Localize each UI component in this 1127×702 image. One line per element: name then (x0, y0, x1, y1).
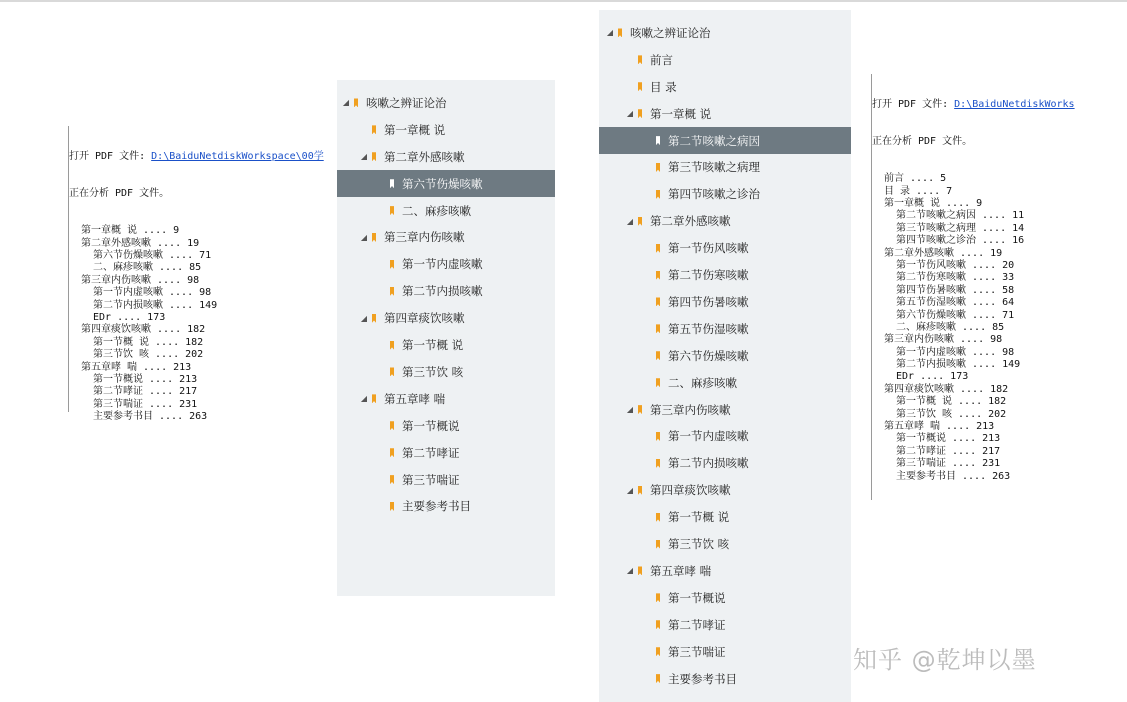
bookmark-item[interactable] (599, 558, 851, 585)
log-entry: 第一节概 说 .... 182 (93, 336, 204, 348)
open-file-prefix: 打开 PDF 文件: (872, 98, 955, 110)
bookmark-label: 第四章痰饮咳嗽 (384, 311, 465, 326)
log-entry: 二、麻疹咳嗽 .... 85 (896, 321, 1005, 333)
log-entry: 第二节内损咳嗽 .... 149 (93, 299, 218, 311)
bookmark-icon (656, 351, 660, 360)
bookmark-item[interactable] (599, 342, 851, 369)
bookmark-label: 咳嗽之辨证论治 (630, 25, 711, 40)
log-entry: 前言 .... 5 (884, 173, 947, 185)
log-entry: 主要参考书目 .... 263 (93, 411, 208, 423)
bookmark-label: 第一章概 说 (384, 122, 446, 137)
bookmark-tree-panel-1 (337, 80, 555, 596)
bookmark-icon (638, 217, 642, 226)
bookmark-label: 第三节饮 咳 (402, 364, 464, 379)
bookmark-item[interactable] (599, 127, 851, 154)
bookmark-label: 第一节概说 (402, 418, 460, 433)
bookmark-item[interactable] (337, 305, 555, 332)
bookmark-icon (390, 421, 394, 430)
bookmark-icon (656, 432, 660, 441)
bookmark-label: 第一节内虚咳嗽 (402, 257, 483, 272)
log-entries (69, 225, 327, 423)
bookmark-label: 第一节概 说 (668, 510, 730, 525)
bookmark-label: 第一节内虚咳嗽 (668, 429, 749, 444)
open-file-line (69, 151, 327, 163)
file-path-link[interactable]: D:\BaiduNetdiskWorkspace\00学 (151, 150, 324, 162)
bookmark-icon (372, 314, 376, 323)
bookmark-label: 主要参考书目 (668, 671, 737, 686)
bookmark-icon (656, 647, 660, 656)
bookmark-label: 第二节伤寒咳嗽 (668, 268, 749, 283)
bookmark-icon (372, 125, 376, 134)
bookmark-icon (638, 82, 642, 91)
log-entry: 第一章概 说 .... 9 (81, 225, 180, 237)
bookmark-item[interactable] (599, 504, 851, 531)
log-entry: 第五章哮 喘 .... 213 (884, 421, 995, 433)
bookmark-label: 第二章外感咳嗽 (384, 149, 465, 164)
bookmark-icon (656, 136, 660, 145)
bookmark-item[interactable] (599, 20, 851, 47)
log-entry: 第一节内虚咳嗽 .... 98 (93, 287, 212, 299)
bookmark-icon (372, 233, 376, 242)
bookmark-icon (638, 566, 642, 575)
bookmark-icon (390, 448, 394, 457)
log-entry: 第一节概说 .... 213 (896, 433, 1001, 445)
log-entry: 第三节饮 咳 .... 202 (896, 408, 1007, 420)
file-path-link[interactable]: D:\BaiduNetdiskWorks (954, 98, 1075, 110)
log-entry: EDr .... 173 (896, 371, 969, 383)
bookmark-item[interactable] (337, 197, 555, 224)
bookmark-item[interactable] (337, 439, 555, 466)
bookmark-label: 第二节咳嗽之病因 (668, 133, 760, 148)
open-file-prefix: 打开 PDF 文件: (69, 150, 152, 162)
bookmark-item[interactable] (337, 90, 555, 117)
bookmark-icon (390, 367, 394, 376)
log-entry: 第二节咳嗽之病因 .... 11 (896, 210, 1025, 222)
log-entry: 第五章哮 喘 .... 213 (81, 361, 192, 373)
collapse-triangle-icon[interactable]: ◢ (626, 216, 634, 226)
bookmark-icon (656, 513, 660, 522)
log-entry: 第三章内伤咳嗽 .... 98 (81, 274, 200, 286)
log-entry: 第二章外感咳嗽 .... 19 (81, 237, 200, 249)
log-entry: 第一节概 说 .... 182 (896, 396, 1007, 408)
bookmark-icon (656, 190, 660, 199)
bookmark-item[interactable] (599, 315, 851, 342)
bookmark-item[interactable] (599, 423, 851, 450)
bookmark-item[interactable] (337, 116, 555, 143)
bookmark-label: 第四节伤暑咳嗽 (668, 294, 749, 309)
bookmark-icon (372, 394, 376, 403)
bookmark-item[interactable] (337, 493, 555, 520)
bookmark-item[interactable] (599, 665, 851, 692)
bookmark-icon (390, 475, 394, 484)
bookmark-label: 第三章内伤咳嗽 (384, 230, 465, 245)
bookmark-item[interactable] (599, 154, 851, 181)
bookmark-icon (656, 163, 660, 172)
bookmark-item[interactable] (337, 170, 555, 197)
bookmark-label: 第二节内损咳嗽 (402, 284, 483, 299)
bookmark-item[interactable] (337, 224, 555, 251)
bookmark-item[interactable] (599, 73, 851, 100)
bookmark-item[interactable] (599, 208, 851, 235)
bookmark-label: 第一节概 说 (402, 338, 464, 353)
log-entry: 第三节喘证 .... 231 (896, 458, 1001, 470)
bookmark-item[interactable] (599, 262, 851, 289)
bookmark-item[interactable] (599, 289, 851, 316)
bookmark-item[interactable] (337, 143, 555, 170)
bookmark-label: 第六节伤燥咳嗽 (402, 176, 483, 191)
pdf-log-panel-1 (68, 126, 327, 423)
bookmark-label: 第三章内伤咳嗽 (650, 402, 731, 417)
collapse-triangle-icon[interactable]: ◢ (360, 394, 368, 404)
log-entry: 第三节喘证 .... 231 (93, 398, 198, 410)
bookmark-label: 第六节伤燥咳嗽 (668, 348, 749, 363)
log-entry: 二、麻疹咳嗽 .... 85 (93, 262, 202, 274)
bookmark-item[interactable] (599, 531, 851, 558)
pdf-log-panel-2 (871, 74, 1082, 500)
collapse-triangle-icon[interactable]: ◢ (360, 313, 368, 323)
log-entry: 第一节概说 .... 213 (93, 373, 198, 385)
bookmark-label: 第二节内损咳嗽 (668, 456, 749, 471)
bookmark-item[interactable] (337, 251, 555, 278)
bookmark-label: 二、麻疹咳嗽 (402, 203, 471, 218)
bookmark-item[interactable] (337, 412, 555, 439)
bookmark-icon (390, 260, 394, 269)
log-entry: 第二章外感咳嗽 .... 19 (884, 247, 1003, 259)
bookmark-label: 主要参考书目 (402, 499, 471, 514)
bookmark-label: 第一章概 说 (650, 106, 712, 121)
log-entry: 第一节内虚咳嗽 .... 98 (896, 346, 1015, 358)
collapse-triangle-icon[interactable]: ◢ (626, 566, 634, 576)
bookmark-label: 第一节伤风咳嗽 (668, 241, 749, 256)
bookmark-label: 第四章痰饮咳嗽 (650, 483, 731, 498)
log-entry: 第四节伤暑咳嗽 .... 58 (896, 284, 1015, 296)
bookmark-label: 第二章外感咳嗽 (650, 214, 731, 229)
log-entries (872, 173, 1082, 483)
log-entry: 第五节伤湿咳嗽 .... 64 (896, 297, 1015, 309)
open-file-line (872, 99, 1082, 111)
bookmark-label: 第五章哮 喘 (384, 391, 446, 406)
bookmark-icon (390, 341, 394, 350)
bookmark-icon (656, 378, 660, 387)
bookmark-item[interactable] (337, 466, 555, 493)
bookmark-label: 第三节喘证 (668, 644, 726, 659)
collapse-triangle-icon[interactable]: ◢ (626, 485, 634, 495)
bookmark-item[interactable] (599, 235, 851, 262)
bookmark-icon (390, 287, 394, 296)
bookmark-label: 第四节咳嗽之诊治 (668, 187, 760, 202)
log-entry: 第六节伤燥咳嗽 .... 71 (896, 309, 1015, 321)
zhihu-watermark: 知乎 @乾坤以墨 (853, 646, 1037, 674)
bookmark-icon (390, 502, 394, 511)
bookmark-item[interactable] (599, 450, 851, 477)
bookmark-item[interactable] (599, 584, 851, 611)
bookmark-item[interactable] (337, 278, 555, 305)
bookmark-icon (656, 674, 660, 683)
bookmark-icon (372, 152, 376, 161)
log-entry: 第四节咳嗽之诊治 .... 16 (896, 235, 1025, 247)
log-entry: 第六节伤燥咳嗽 .... 71 (93, 250, 212, 261)
bookmark-item[interactable] (599, 611, 851, 638)
log-entry: EDr .... 173 (93, 311, 166, 323)
bookmark-icon (638, 109, 642, 118)
bookmark-label: 目 录 (650, 79, 677, 94)
bookmark-item[interactable] (599, 181, 851, 208)
bookmark-label: 二、麻疹咳嗽 (668, 375, 737, 390)
log-entry: 第四章痰饮咳嗽 .... 182 (884, 383, 1009, 395)
bookmark-item[interactable] (599, 396, 851, 423)
log-entry: 第一章概 说 .... 9 (884, 198, 983, 209)
log-entry: 目 录 .... 7 (884, 185, 953, 197)
bookmark-item[interactable] (337, 332, 555, 359)
log-entry: 第三节饮 咳 .... 202 (93, 349, 204, 361)
bookmark-icon (638, 55, 642, 64)
log-entry: 第一节伤风咳嗽 .... 20 (896, 259, 1015, 271)
bookmark-item[interactable] (599, 100, 851, 127)
bookmark-item[interactable] (337, 385, 555, 412)
bookmark-item[interactable] (599, 369, 851, 396)
bookmark-icon (638, 486, 642, 495)
log-entry: 第二节伤寒咳嗽 .... 33 (896, 272, 1015, 284)
bookmark-tree-panel-2 (599, 10, 851, 702)
bookmark-icon (656, 620, 660, 629)
bookmark-label: 第五节伤湿咳嗽 (668, 321, 749, 336)
log-entry: 第二节哮证 .... 217 (896, 445, 1001, 457)
bookmark-label: 第三节咳嗽之病理 (668, 160, 760, 175)
log-entry: 第四章痰饮咳嗽 .... 182 (81, 324, 206, 336)
collapse-triangle-icon[interactable]: ◢ (626, 109, 634, 119)
bookmark-label: 第一节概说 (668, 590, 726, 605)
collapse-triangle-icon[interactable]: ◢ (360, 152, 368, 162)
log-entry: 第二节哮证 .... 217 (93, 386, 198, 398)
bookmark-icon (390, 179, 394, 188)
bookmark-icon (638, 405, 642, 414)
bookmark-icon (656, 297, 660, 306)
analyzing-line: 正在分析 PDF 文件。 (872, 136, 973, 148)
bookmark-item[interactable] (337, 359, 555, 386)
collapse-triangle-icon[interactable]: ◢ (342, 98, 350, 108)
bookmark-label: 前言 (650, 52, 673, 67)
bookmark-icon (656, 271, 660, 280)
bookmark-label: 第三节饮 咳 (668, 537, 730, 552)
log-entry: 第三节咳嗽之病理 .... 14 (896, 222, 1025, 234)
log-entry: 第二节内损咳嗽 .... 149 (896, 359, 1021, 371)
bookmark-item[interactable] (599, 638, 851, 665)
collapse-triangle-icon[interactable]: ◢ (626, 405, 634, 415)
bookmark-label: 第二节哮证 (668, 617, 726, 632)
bookmark-icon (618, 28, 622, 37)
collapse-triangle-icon[interactable]: ◢ (606, 28, 614, 38)
bookmark-label: 第五章哮 喘 (650, 563, 712, 578)
bookmark-icon (390, 206, 394, 215)
bookmark-icon (656, 324, 660, 333)
bookmark-label: 咳嗽之辨证论治 (366, 95, 447, 110)
bookmark-label: 第三节喘证 (402, 472, 460, 487)
analyzing-line: 正在分析 PDF 文件。 (69, 188, 170, 200)
collapse-triangle-icon[interactable]: ◢ (360, 232, 368, 242)
bookmark-label: 第二节哮证 (402, 445, 460, 460)
bookmark-icon (656, 593, 660, 602)
bookmark-icon (656, 244, 660, 253)
bookmark-icon (354, 98, 358, 107)
bookmark-icon (656, 540, 660, 549)
top-divider (0, 0, 1127, 2)
bookmark-item[interactable] (599, 477, 851, 504)
bookmark-item[interactable] (599, 46, 851, 73)
log-entry: 主要参考书目 .... 263 (896, 470, 1011, 482)
bookmark-icon (656, 459, 660, 468)
log-entry: 第三章内伤咳嗽 .... 98 (884, 334, 1003, 346)
